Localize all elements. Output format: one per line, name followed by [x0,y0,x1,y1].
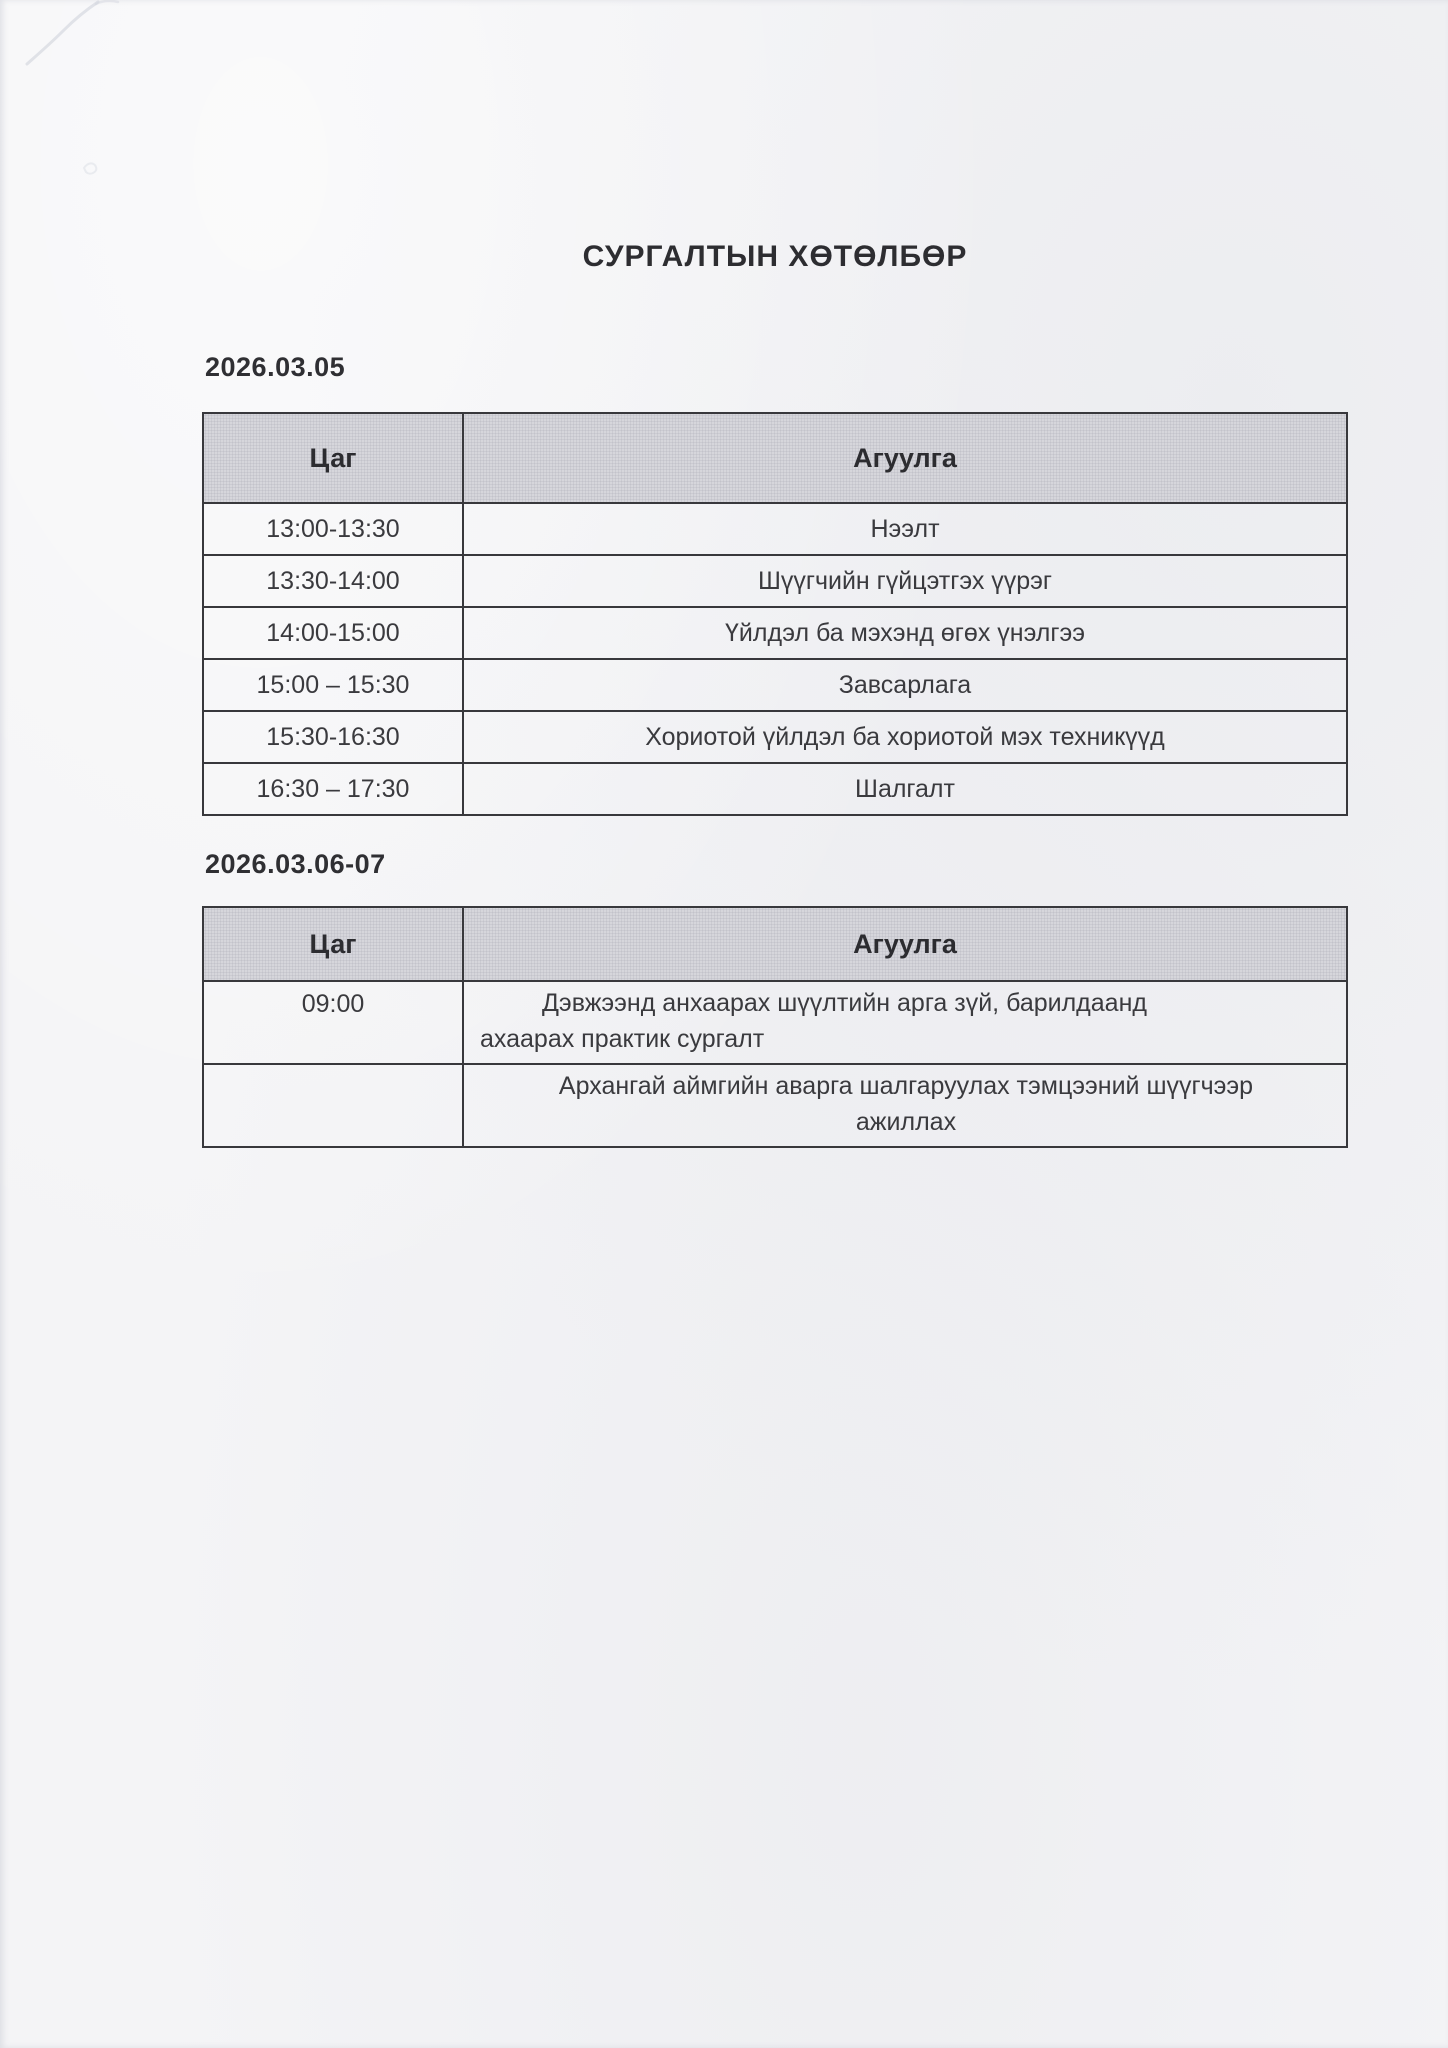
table-row [203,711,1347,763]
content-cell: Нээлт [463,503,1347,555]
table-row [203,1064,1347,1147]
time-cell: 13:30-14:00 [203,555,463,607]
content-line: ахаарах практик сургалт [480,1024,765,1053]
time-cell: 16:30 – 17:30 [203,763,463,815]
table-row [203,555,1347,607]
table-row [203,659,1347,711]
section-date-1: 2026.03.05 [205,352,346,382]
content-cell: Шалгалт [463,763,1347,815]
content-line: Дэвжээнд анхаарах шүүлтийн арга зүй, барилдаанд [542,989,1147,1017]
col-header-time: Цаг [203,907,463,981]
table-header-row [203,907,1347,981]
time-cell [203,1064,463,1147]
time-cell: 15:00 – 15:30 [203,659,463,711]
time-cell: 13:00-13:30 [203,503,463,555]
schedule-table-day1 [202,412,1348,816]
content-line: ажиллах [855,1107,957,1136]
content-cell: Шүүгчийн гүйцэтгэх үүрэг [463,555,1347,607]
table-row [203,981,1347,1064]
table-row [203,503,1347,555]
content-cell [463,1064,1347,1147]
page-title: СУРГАЛТЫН ХӨТӨЛБӨР [582,240,968,273]
col-header-content: Агуулга [463,413,1347,503]
pen-scribble [0,0,200,200]
time-cell: 14:00-15:00 [203,607,463,659]
content-line: Архангай аймгийн аварга шалгаруулах тэмцээний шүүгчээр [558,1072,1254,1100]
content-cell: Хориотой үйлдэл ба хориотой мэх техникүүд [463,711,1347,763]
col-header-time: Цаг [203,413,463,503]
schedule-table-day2 [202,906,1348,1148]
table-header-row [203,413,1347,503]
time-cell: 09:00 [203,981,463,1064]
section-date-2: 2026.03.06-07 [205,849,386,879]
content-cell: Үйлдэл ба мэхэнд өгөх үнэлгээ [463,607,1347,659]
table-row [203,607,1347,659]
content-cell [463,981,1347,1064]
table-row [203,763,1347,815]
content-cell: Завсарлага [463,659,1347,711]
col-header-content: Агуулга [463,907,1347,981]
time-cell: 15:30-16:30 [203,711,463,763]
